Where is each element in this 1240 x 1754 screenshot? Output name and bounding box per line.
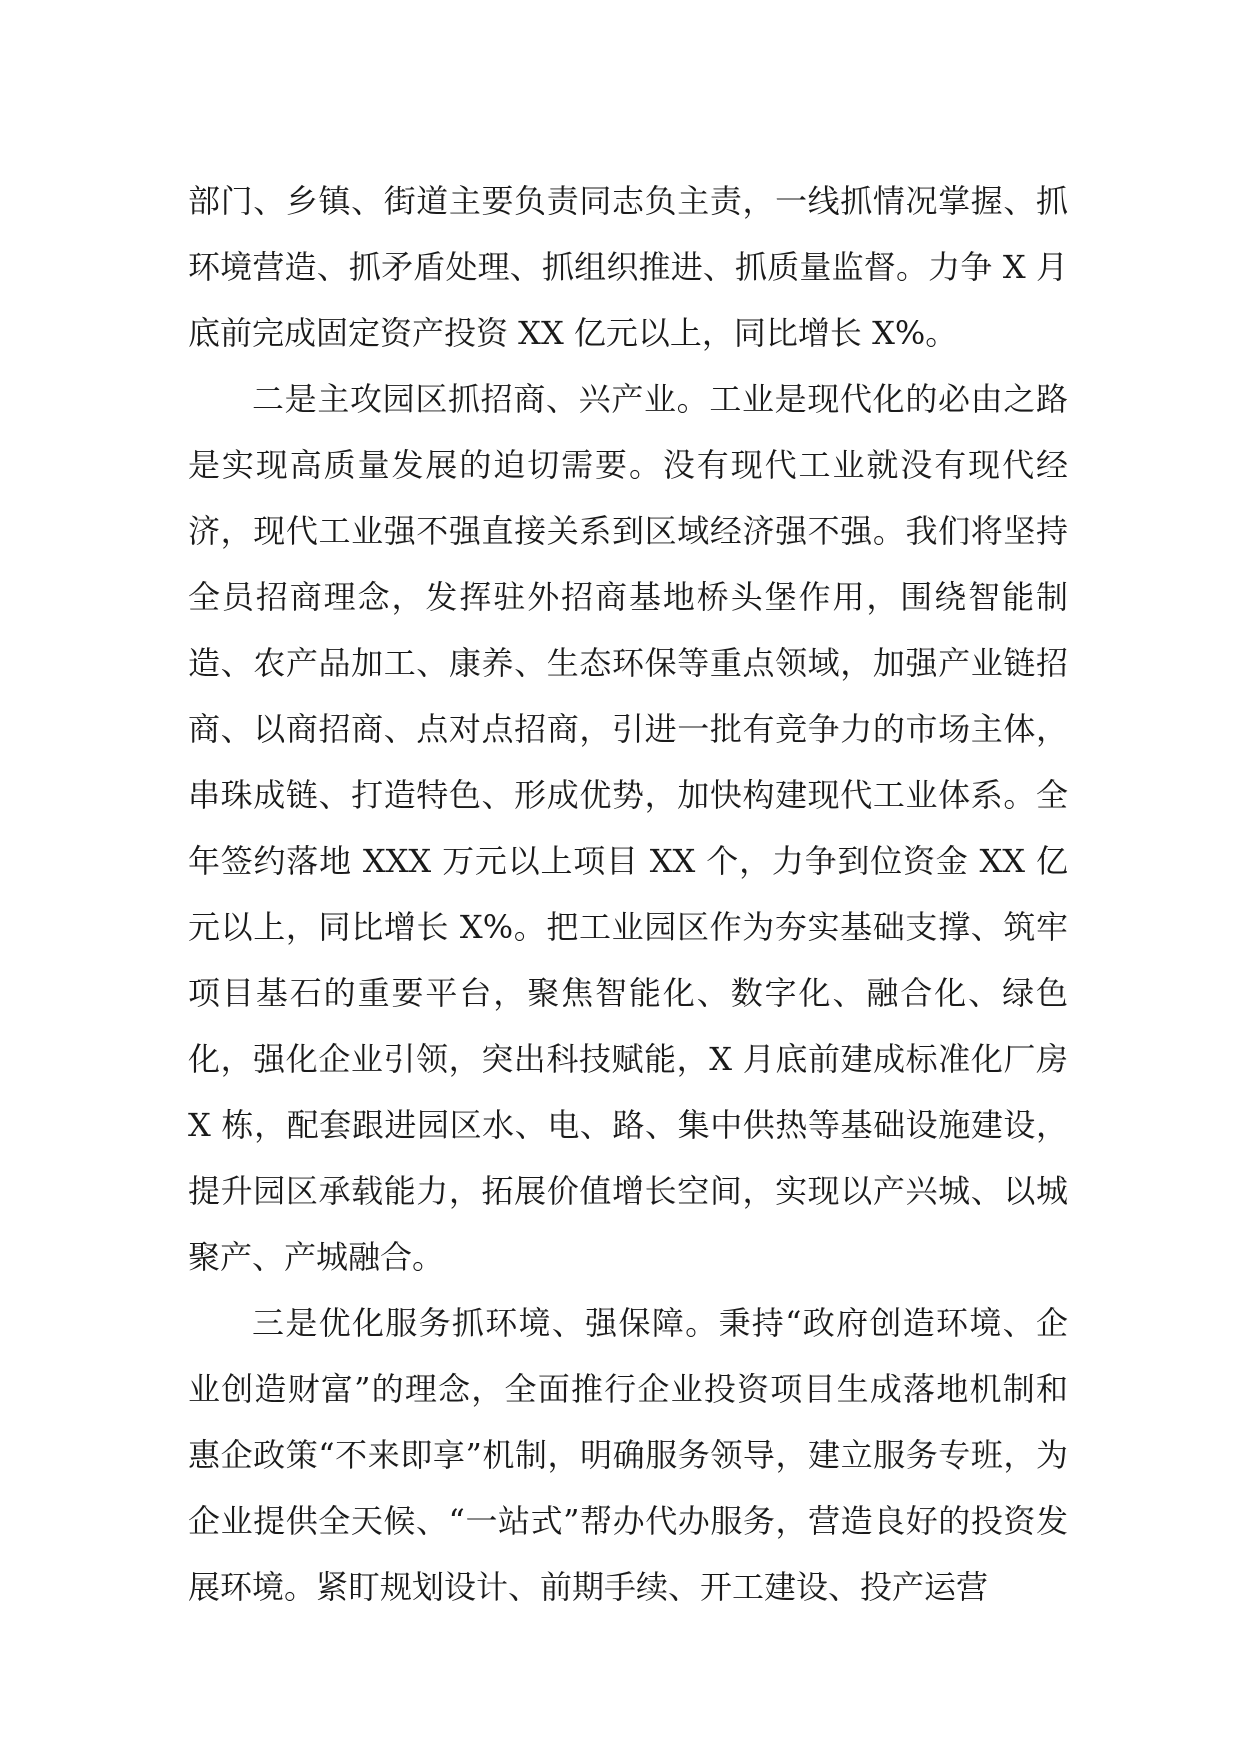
paragraph-continued: 部门、乡镇、街道主要负责同志负主责，一线抓情况掌握、抓环境营造、抓矛盾处理、抓组织推进、抓质量监督。力争 X 月底前完成固定资产投资 XX 亿元以上，同比增长 X%。 [188, 182, 1068, 352]
document-body [188, 168, 1068, 1620]
paragraph-industry-parks: 二是主攻园区抓招商、兴产业。工业是现代化的必由之路是实现高质量发展的迫切需要。没有现代工业就没有现代经济，现代工业强不强直接关系到区域经济强不强。我们将坚持全员招商理念，发挥驻外招商基地桥头堡作用，围绕智能制造、农产品加工、康养、生态环保等重点领域，加强产业链招商、以商招商、点对点招商，引进一批有竞争力的市场主体，串珠成链、打造特色、形成优势，加快构建现代工业体系。全年签约落地 XXX 万元以上项目 XX 个，力争到位资金 XX 亿元以上，同比增长 X%。把工业园区作为夯实基础支撑、筑牢项目基石的重要平台，聚焦智能化、数字化、融合化、绿色化，强化企业引领，突出科技赋能，X 月底前建成标准化厂房 X 栋，配套跟进园区水、电、路、集中供热等基础设施建设，提升园区承载能力，拓展价值增长空间，实现以产兴城、以城聚产、产城融合。 [188, 380, 1068, 1276]
paragraph-service-environment: 三是优化服务抓环境、强保障。秉持“政府创造环境、企业创造财富”的理念，全面推行企业投资项目生成落地机制和惠企政策“不来即享”机制，明确服务领导，建立服务专班，为企业提供全天候、“一站式”帮办代办服务，营造良好的投资发展环境。紧盯规划设计、前期手续、开工建设、投产运营 [188, 1304, 1068, 1606]
